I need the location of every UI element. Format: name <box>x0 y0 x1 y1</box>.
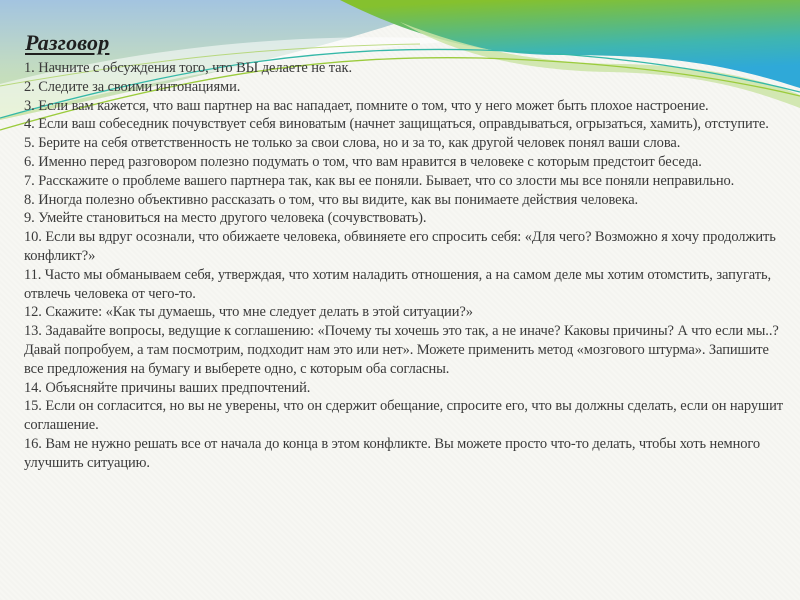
list-item: 7. Расскажите о проблеме вашего партнера так, как вы ее поняли. Бывает, что со злости мы все поняли неправильно. <box>24 172 735 189</box>
list-item: 1. Начните с обсуждения того, что ВЫ делаете не так. <box>24 60 352 76</box>
list-item: 16. Вам не нужно решать все от начала до конца в этом конфликте. Вы можете просто что-то делать, чтобы хоть немного улучшить ситуацию. <box>24 435 761 471</box>
list-item: 9. Умейте становиться на место другого человека (сочувствовать). <box>24 210 427 227</box>
list-item: 15. Если он согласится, но вы не уверены, что он сдержит обещание, спросите его, что вы должны сделать, если он нарушит соглашение. <box>24 398 783 434</box>
list-item: 13. Задавайте вопросы, ведущие к соглашению: «Почему ты хочешь это так, а не иначе? Каковы причины? А что если мы..? Давай попробуем, а там посмотрим, подходит нам это или нет». Можете применить метод «мозгового штурма». Запишите все предложения на бумагу и выберете одно, с которым оба согласны. <box>24 323 779 377</box>
list-item: 14. Объясняйте причины ваших предпочтений. <box>24 379 311 396</box>
page-title: Разговор <box>25 30 110 55</box>
list-item: 2. Следите за своими интонациями. <box>24 78 241 95</box>
list-item: 8. Иногда полезно объективно рассказать о том, что вы видите, как вы понимаете действия человека. <box>24 191 639 208</box>
list-item: 6. Именно перед разговором полезно подумать о том, что вам нравится в человеке с которым предстоит беседа. <box>24 153 702 170</box>
list-item: 3. Если вам кажется, что ваш партнер на вас нападает, помните о том, что у него может быть плохое настроение. <box>24 97 709 114</box>
list-item: 4. Если ваш собеседник почувствует себя виноватым (начнет защищаться, оправдываться, огрызаться, хамить), отступите. <box>24 116 769 133</box>
list-item: 5. Берите на себя ответственность не только за свои слова, но и за то, как другой человек понял ваши слова. <box>24 135 681 152</box>
list-item: 12. Скажите: «Как ты думаешь, что мне следует делать в этой ситуации?» <box>24 304 473 321</box>
list-item: 11. Часто мы обманываем себя, утверждая, что хотим наладить отношения, а на самом деле мы хотим отомстить, запугать, отвлечь человека от чего-то. <box>24 266 772 302</box>
list-item: 10. Если вы вдруг осознали, что обижаете человека, обвиняете его спросить себя: «Для чего? Возможно я хочу продолжить конфликт?» <box>24 229 776 264</box>
slide-body <box>24 59 790 473</box>
